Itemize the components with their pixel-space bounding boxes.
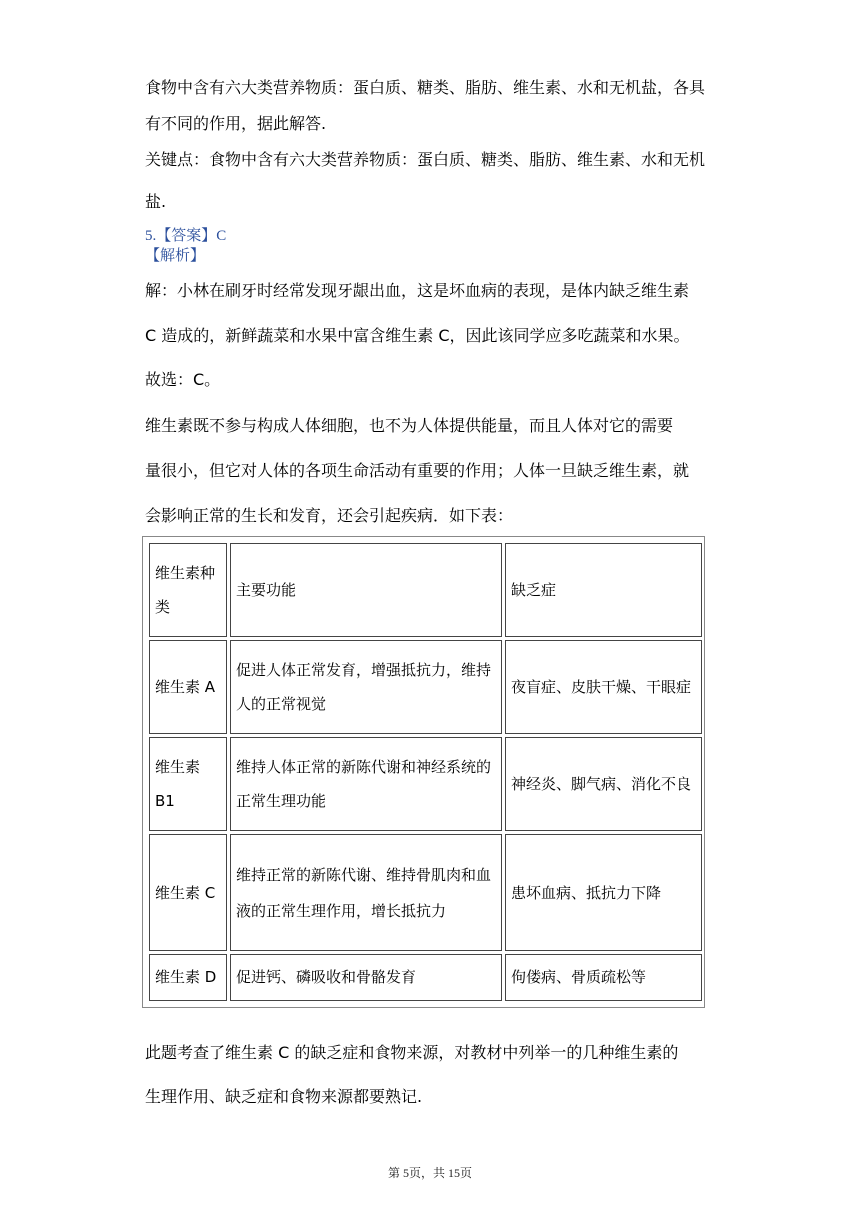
deficiency-cell: 佝偻病、骨质疏松等: [505, 954, 702, 1001]
function-cell: 维持人体正常的新陈代谢和神经系统的正常生理功能: [230, 737, 502, 831]
table-row: [149, 737, 702, 831]
page-footer: 第 5页，共 15页: [387, 1166, 472, 1180]
analysis-line: C 造成的，新鲜蔬菜和水果中富含维生素 C，因此该同学应多吃蔬菜和水果。: [145, 326, 690, 345]
analysis-line: 解：小林在刷牙时经常发现牙龈出血，这是坏血病的表现，是体内缺乏维生素: [145, 281, 690, 300]
function-cell: 促进人体正常发育，增强抵抗力，维持人的正常视觉: [230, 640, 502, 734]
deficiency-cell: 神经炎、脚气病、消化不良: [505, 737, 702, 831]
vitamin-cell: 维生素 C: [149, 834, 227, 951]
header-cell: 维生素种类: [149, 543, 227, 637]
table-row: [149, 954, 702, 1001]
analysis-line: 量很小，但它对人体的各项生命活动有重要的作用；人体一旦缺乏维生素，就: [145, 461, 690, 480]
deficiency-cell: 患坏血病、抵抗力下降: [505, 834, 702, 951]
function-cell: 促进钙、磷吸收和骨骼发育: [230, 954, 502, 1001]
header-cell: 主要功能: [230, 543, 502, 637]
vitamin-table: [142, 536, 705, 1008]
key-point-line: 盐.: [145, 192, 167, 211]
closing-line: 生理作用、缺乏症和食物来源都要熟记.: [145, 1087, 423, 1106]
table-row: [149, 640, 702, 734]
analysis-label: 【解析】: [145, 248, 206, 264]
vitamin-cell: 维生素 B1: [149, 737, 227, 831]
function-cell: 维持正常的新陈代谢、维持骨肌肉和血液的正常生理作用，增长抵抗力: [230, 834, 502, 951]
paragraph-line: 有不同的作用，据此解答.: [145, 114, 327, 133]
answer-label: 5.【答案】C: [145, 228, 227, 244]
table-header-row: [149, 543, 702, 637]
paragraph-line: 食物中含有六大类营养物质：蛋白质、糖类、脂肪、维生素、水和无机盐，各具: [145, 78, 706, 97]
key-point-line: 关键点：食物中含有六大类营养物质：蛋白质、糖类、脂肪、维生素、水和无机: [145, 150, 706, 169]
closing-line: 此题考查了维生素 C 的缺乏症和食物来源，对教材中列举一的几种维生素的: [145, 1043, 679, 1062]
analysis-line: 维生素既不参与构成人体细胞，也不为人体提供能量，而且人体对它的需要: [145, 416, 674, 435]
table-row: [149, 834, 702, 951]
deficiency-cell: 夜盲症、皮肤干燥、干眼症: [505, 640, 702, 734]
vitamin-cell: 维生素 D: [149, 954, 227, 1001]
header-cell: 缺乏症: [505, 543, 702, 637]
vitamin-cell: 维生素 A: [149, 640, 227, 734]
analysis-line: 故选：C。: [145, 370, 221, 389]
analysis-line: 会影响正常的生长和发育，还会引起疾病．如下表：: [145, 506, 514, 525]
